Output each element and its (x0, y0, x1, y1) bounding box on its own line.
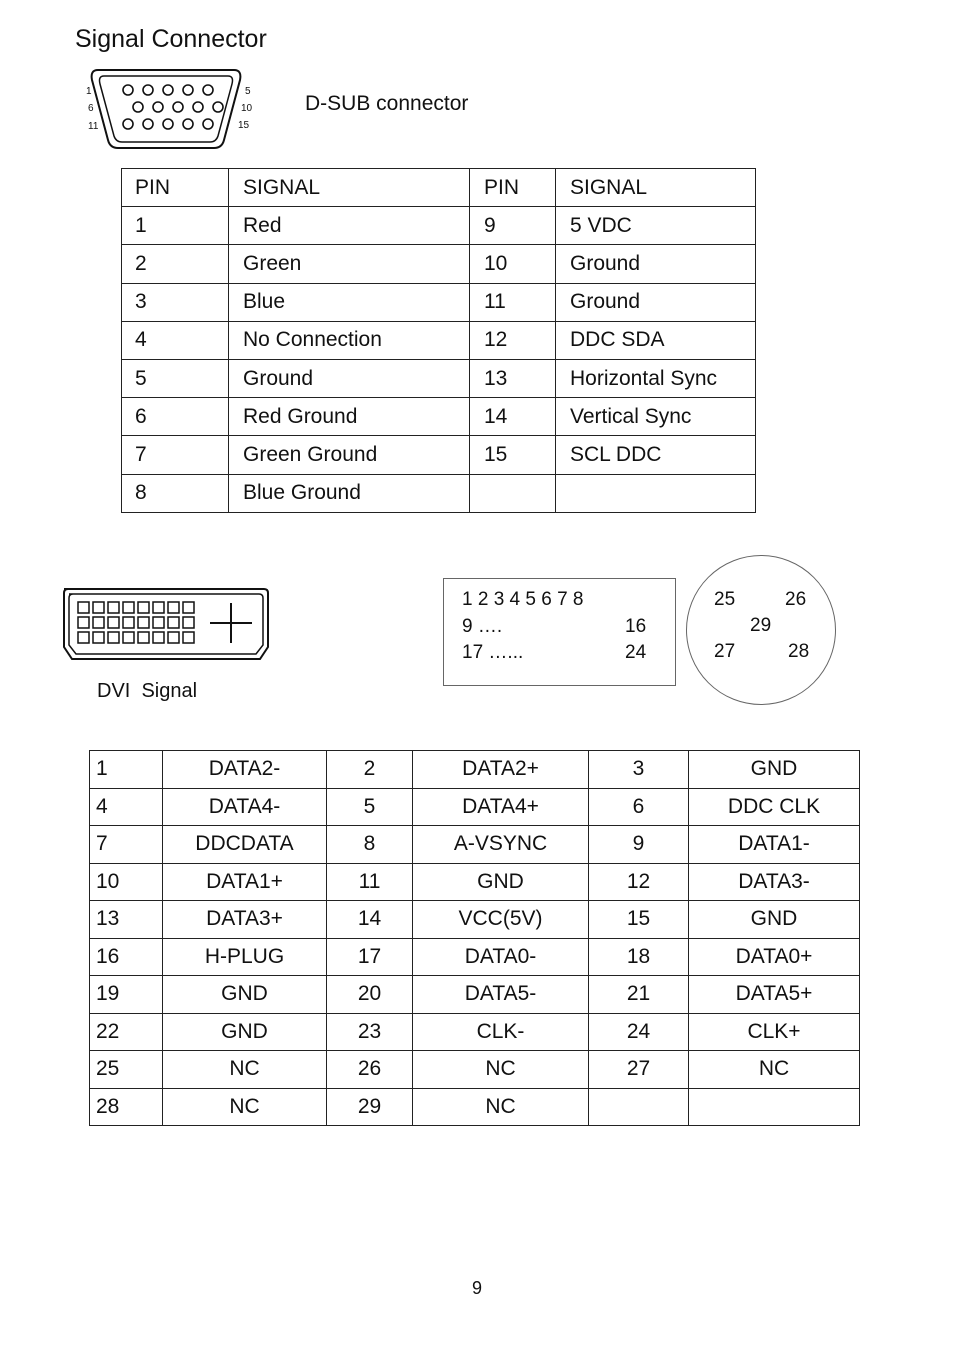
pin-layout-row2-right: 16 (625, 616, 647, 637)
pin-cell: 15 (470, 436, 556, 474)
pin-cell: 26 (327, 1051, 413, 1089)
pin-cell: 9 (470, 207, 556, 245)
signal-cell (556, 474, 756, 512)
table-row (122, 436, 756, 474)
pin-cell: 18 (589, 938, 689, 976)
signal-cell: Vertical Sync (556, 398, 756, 436)
pin-cell: 4 (122, 321, 229, 359)
signal-cell: SCL DDC (556, 436, 756, 474)
pin-cell: 6 (589, 788, 689, 826)
signal-cell: DATA5+ (689, 976, 860, 1014)
pin-layout-row3-right: 24 (625, 642, 647, 663)
signal-cell: NC (163, 1051, 327, 1089)
table-row (122, 207, 756, 245)
column-header: PIN (122, 169, 229, 207)
pin-cell: 9 (589, 826, 689, 864)
dvi-pin-layout-box (443, 578, 676, 686)
signal-cell: Green Ground (229, 436, 470, 474)
pin-cell: 17 (327, 938, 413, 976)
table-row (122, 398, 756, 436)
dsub-pin-label: 5 (245, 86, 251, 97)
table-row (90, 826, 860, 864)
pin-layout-row3-left: 17 …... (462, 642, 524, 663)
pin-cell: 16 (90, 938, 163, 976)
pin-cell: 21 (589, 976, 689, 1014)
pin-cell: 24 (589, 1013, 689, 1051)
signal-cell: Ground (556, 283, 756, 321)
page-number: 9 (471, 1278, 482, 1298)
pin-cell: 5 (327, 788, 413, 826)
pin-cell: 12 (589, 863, 689, 901)
signal-cell: DATA4- (163, 788, 327, 826)
pin-cell: 6 (122, 398, 229, 436)
dsub-pin-label: 1 (86, 86, 92, 97)
table-row (90, 976, 860, 1014)
signal-cell: NC (689, 1051, 860, 1089)
signal-cell: DATA1- (689, 826, 860, 864)
pin-cell: 14 (327, 901, 413, 939)
pin-cell: 7 (90, 826, 163, 864)
signal-cell: DATA2- (163, 751, 327, 789)
dvi-connector-icon (60, 585, 270, 663)
page-title: Signal Connector (75, 25, 267, 53)
table-row (122, 245, 756, 283)
pin-cell (589, 1088, 689, 1126)
pin-cell: 12 (470, 321, 556, 359)
signal-cell: GND (689, 901, 860, 939)
signal-cell: DDCDATA (163, 826, 327, 864)
signal-cell: GND (163, 976, 327, 1014)
signal-cell: CLK- (413, 1013, 589, 1051)
table-row (90, 938, 860, 976)
signal-cell: Horizontal Sync (556, 359, 756, 397)
signal-cell: Blue Ground (229, 474, 470, 512)
signal-cell (689, 1088, 860, 1126)
table-row (90, 901, 860, 939)
signal-cell: DATA2+ (413, 751, 589, 789)
pin-cell: 13 (470, 359, 556, 397)
table-header-row (122, 169, 756, 207)
pin-cell: 5 (122, 359, 229, 397)
signal-cell: Ground (556, 245, 756, 283)
signal-cell: DDC SDA (556, 321, 756, 359)
signal-cell: GND (689, 751, 860, 789)
dsub-pin-label: 15 (238, 120, 250, 131)
dsub-connector-label: D-SUB connector (305, 92, 469, 115)
signal-cell: DATA4+ (413, 788, 589, 826)
pin-cell: 13 (90, 901, 163, 939)
table-row (90, 1088, 860, 1126)
pin-cell: 22 (90, 1013, 163, 1051)
signal-cell: NC (413, 1051, 589, 1089)
column-header: SIGNAL (229, 169, 470, 207)
signal-cell: A-VSYNC (413, 826, 589, 864)
dsub-pin-label: 11 (88, 121, 99, 132)
table-row (90, 1013, 860, 1051)
table-row (122, 359, 756, 397)
signal-cell: VCC(5V) (413, 901, 589, 939)
pin-label: 29 (750, 615, 772, 636)
signal-cell: NC (413, 1088, 589, 1126)
dvi-pin-table (89, 750, 860, 1126)
pin-cell: 29 (327, 1088, 413, 1126)
table-row (122, 474, 756, 512)
pin-cell: 4 (90, 788, 163, 826)
pin-cell: 11 (327, 863, 413, 901)
signal-cell: 5 VDC (556, 207, 756, 245)
signal-cell: Blue (229, 283, 470, 321)
pin-label: 26 (785, 589, 807, 610)
pin-cell: 23 (327, 1013, 413, 1051)
signal-cell: Green (229, 245, 470, 283)
signal-cell: GND (163, 1013, 327, 1051)
pin-cell: 7 (122, 436, 229, 474)
signal-cell: DATA3+ (163, 901, 327, 939)
pin-cell: 14 (470, 398, 556, 436)
dvi-signal-label: DVI Signal (97, 680, 198, 702)
signal-cell: Ground (229, 359, 470, 397)
signal-cell: No Connection (229, 321, 470, 359)
pin-cell: 3 (589, 751, 689, 789)
signal-cell: DATA1+ (163, 863, 327, 901)
pin-label: 25 (714, 589, 736, 610)
pin-label: 28 (788, 641, 810, 662)
pin-cell: 3 (122, 283, 229, 321)
table-row (122, 283, 756, 321)
pin-cell (470, 474, 556, 512)
table-row (90, 751, 860, 789)
pin-layout-row1: 1 2 3 4 5 6 7 8 (462, 589, 584, 610)
dsub-pin-label: 10 (241, 103, 253, 114)
pin-cell: 28 (90, 1088, 163, 1126)
signal-cell: DDC CLK (689, 788, 860, 826)
pin-cell: 1 (122, 207, 229, 245)
signal-cell: DATA5- (413, 976, 589, 1014)
pin-cell: 11 (470, 283, 556, 321)
column-header: SIGNAL (556, 169, 756, 207)
signal-cell: H-PLUG (163, 938, 327, 976)
pin-cell: 8 (122, 474, 229, 512)
dsub-connector-icon (84, 64, 264, 152)
dvi-analog-pin-circle (686, 555, 836, 705)
pin-cell: 20 (327, 976, 413, 1014)
table-row (122, 321, 756, 359)
pin-cell: 19 (90, 976, 163, 1014)
signal-cell: DATA0+ (689, 938, 860, 976)
column-header: PIN (470, 169, 556, 207)
pin-cell: 27 (589, 1051, 689, 1089)
signal-cell: DATA0- (413, 938, 589, 976)
pin-cell: 10 (90, 863, 163, 901)
signal-cell: GND (413, 863, 589, 901)
table-row (90, 863, 860, 901)
pin-cell: 15 (589, 901, 689, 939)
pin-cell: 1 (90, 751, 163, 789)
table-row (90, 788, 860, 826)
pin-cell: 25 (90, 1051, 163, 1089)
signal-cell: NC (163, 1088, 327, 1126)
pin-cell: 8 (327, 826, 413, 864)
pin-cell: 10 (470, 245, 556, 283)
pin-layout-row2-left: 9 …. (462, 616, 503, 637)
pin-cell: 2 (327, 751, 413, 789)
signal-cell: Red Ground (229, 398, 470, 436)
table-row (90, 1051, 860, 1089)
pin-cell: 2 (122, 245, 229, 283)
pin-label: 27 (714, 641, 736, 662)
signal-cell: DATA3- (689, 863, 860, 901)
vga-pin-table (121, 168, 756, 513)
signal-cell: CLK+ (689, 1013, 860, 1051)
dsub-pin-label: 6 (88, 103, 94, 114)
signal-cell: Red (229, 207, 470, 245)
